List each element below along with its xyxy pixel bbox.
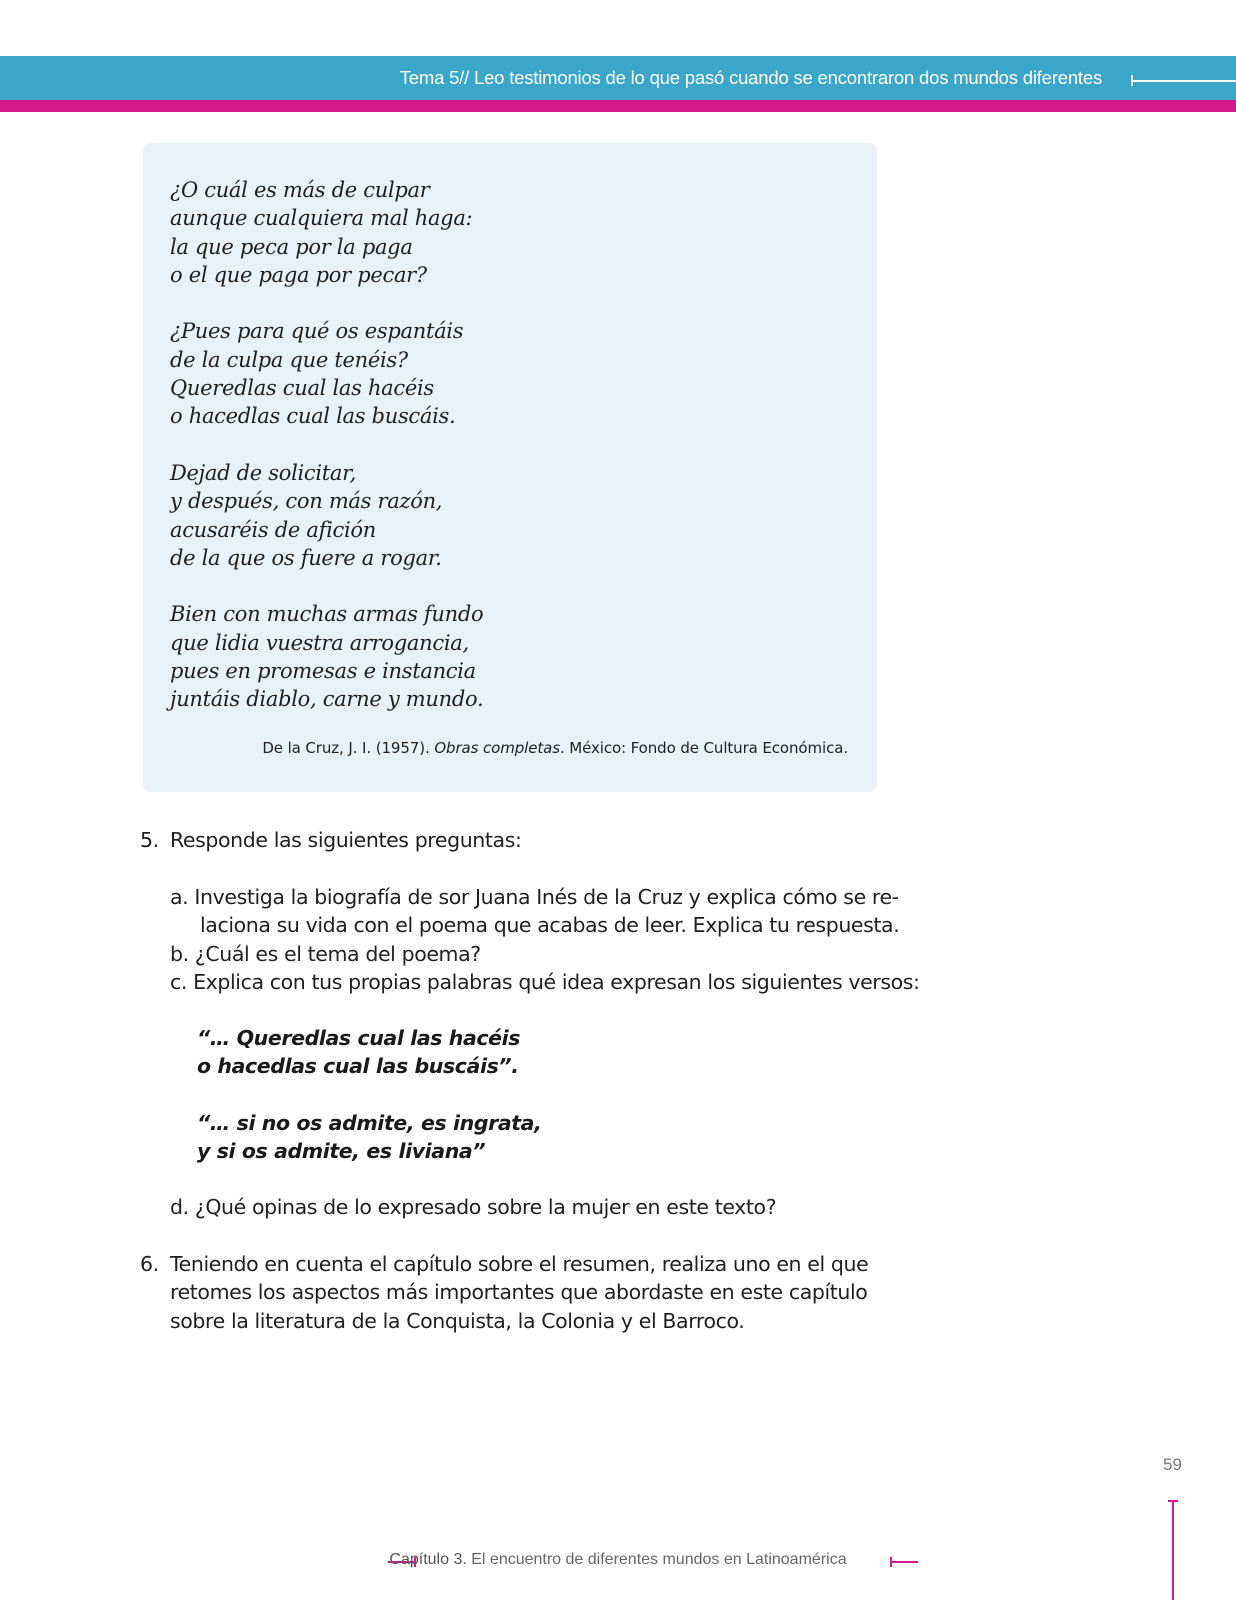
citation-book-title: Obras completas [434,739,560,757]
poem-stanza [170,317,483,430]
poem-line: de la culpa que tenéis? [170,347,408,372]
quoted-verse-1 [197,1024,520,1081]
header-rule [1133,80,1236,82]
page-number: 59 [1163,1455,1182,1474]
poem-line: juntáis diablo, carne y mundo. [170,687,484,712]
poem-line: y después, con más razón, [170,489,443,514]
question-5c: c. Explica con tus propias palabras qué idea expresan los siguientes versos: [170,970,920,994]
poem-stanza [170,176,483,289]
poem-line: de la que os fuere a rogar. [170,545,442,570]
poem-line: ¿O cuál es más de culpar [170,178,430,202]
poem-line: Dejad de solicitar, [170,460,356,485]
header-accent-stripe [0,100,1236,112]
question-6-line: Teniendo en cuenta el capítulo sobre el resumen, realiza uno en el que [170,1252,869,1276]
footer-chapter-title: El encuentro de diferentes mundos en Latinoamérica [466,1551,847,1568]
citation-author: De la Cruz, J. I. (1957). [262,739,435,757]
question-number: 6. [140,1252,159,1276]
poem-line: la que peca por la paga [170,234,413,259]
poem-line: o hacedlas cual las buscáis. [170,404,456,429]
poem-line: Bien con muchas armas fundo [170,602,484,627]
question-6-line: retomes los aspectos más importantes que abordaste en este capítulo [170,1280,868,1305]
poem-stanza [170,459,483,572]
footer-chapter [0,1551,1236,1569]
quoted-verse-line: y si os admite, es liviana” [197,1139,486,1164]
poem-line: pues en promesas e instancia [170,659,476,684]
question-5d: d. ¿Qué opinas de lo expresado sobre la mujer en este texto? [170,1195,777,1219]
poem [170,176,483,714]
question-text: Responde las siguientes preguntas: [170,828,522,852]
quoted-verse-line: “… si no os admite, es ingrata, [197,1111,542,1135]
question-5a [170,883,899,940]
question-5b: b. ¿Cuál es el tema del poema? [170,942,481,966]
poem-line: acusaréis de afición [170,517,376,542]
question-5a-line: a. Investiga la biografía de sor Juana Inés de la Cruz y explica cómo se re- [170,885,899,909]
quoted-verse-line: o hacedlas cual las buscáis”. [197,1054,519,1079]
poem-line: ¿Pues para qué os espantáis [170,319,464,344]
quoted-verse-line: “… Queredlas cual las hacéis [197,1026,521,1050]
question-text [170,1250,868,1335]
footer-chapter-label: Capítulo 3. [389,1551,467,1568]
quoted-verse-2 [197,1109,541,1166]
poem-line: o el que paga por pecar? [170,262,427,287]
poem-line: Queredlas cual las hacéis [170,376,434,401]
citation-publisher: . México: Fondo de Cultura Económica. [559,739,848,757]
header-title: Tema 5// Leo testimonios de lo que pasó cuando se encontraron dos mundos diferentes [399,67,1102,88]
poem-line: aunque cualquiera mal haga: [170,206,473,231]
footer-rule-right [890,1561,918,1563]
poem-citation [262,739,848,757]
poem-stanza [170,600,483,713]
question-6-line: sobre la literatura de la Conquista, la Colonia y el Barroco. [170,1308,745,1333]
poem-line: que lidia vuestra arrogancia, [170,630,469,655]
question-5a-line: laciona su vida con el poema que acabas de leer. Explica tu respuesta. [200,913,900,938]
question-number: 5. [140,828,159,852]
